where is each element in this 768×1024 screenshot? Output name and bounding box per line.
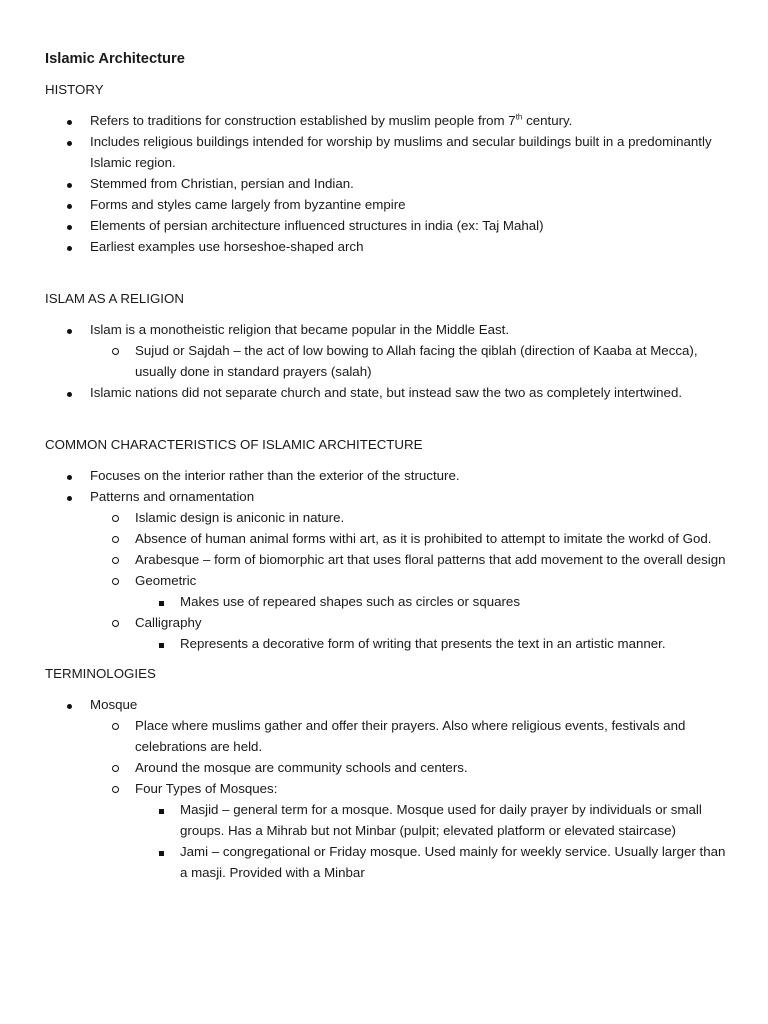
sub-list-item-text: Arabesque – form of biomorphic art that uses floral patterns that add movement to the overall design	[135, 552, 726, 567]
bullet-icon	[67, 382, 72, 403]
religion-list	[45, 319, 728, 403]
document-title: Islamic Architecture	[45, 51, 185, 67]
circle-bullet-icon	[112, 570, 119, 591]
list-item-text: Focuses on the interior rather than the exterior of the structure.	[90, 468, 460, 483]
bullet-icon	[67, 173, 72, 194]
bullet-icon	[67, 215, 72, 236]
list-item-text: Elements of persian architecture influenced structures in india (ex: Taj Mahal)	[90, 218, 544, 233]
sub-list-item-text: Four Types of Mosques:	[135, 781, 278, 796]
circle-bullet-icon	[112, 549, 119, 570]
list-item	[45, 215, 728, 236]
sub-list-item-text: Absence of human animal forms withi art, as it is prohibited to attempt to imitate the workd of God.	[135, 531, 712, 546]
sub-list-item	[90, 528, 728, 549]
circle-bullet-icon	[112, 778, 119, 799]
sub-list	[90, 715, 728, 883]
list-item	[45, 486, 728, 654]
list-item-text: Refers to traditions for construction established by muslim people from 7th century.	[90, 112, 573, 128]
history-heading: HISTORY	[45, 82, 104, 97]
bullet-icon	[67, 319, 72, 340]
square-bullet-icon	[159, 799, 164, 820]
bullet-icon	[67, 131, 72, 152]
list-item-text: Islamic nations did not separate church and state, but instead saw the two as completely intertwined.	[90, 385, 683, 400]
circle-bullet-icon	[112, 528, 119, 549]
sub-sub-list	[135, 633, 728, 654]
sub-list-item	[90, 757, 728, 778]
terminologies-list	[45, 694, 728, 883]
sub-sub-list-item	[135, 799, 728, 841]
sub-sub-list	[135, 591, 728, 612]
bullet-icon	[67, 110, 72, 131]
list-item	[45, 110, 728, 131]
list-item	[45, 382, 728, 403]
sub-list-item	[90, 507, 728, 528]
list-item-text: Includes religious buildings intended for worship by muslims and secular buildings built in a predominantly Islamic region.	[90, 134, 712, 170]
square-bullet-icon	[159, 841, 164, 862]
sub-sub-list	[135, 799, 728, 883]
circle-bullet-icon	[112, 757, 119, 778]
sub-list-item-text: Around the mosque are community schools and centers.	[135, 760, 468, 775]
sub-list-item	[90, 549, 728, 570]
list-item	[45, 319, 728, 382]
religion-heading: ISLAM AS A RELIGION	[45, 291, 184, 306]
sub-list-item	[90, 612, 728, 654]
characteristics-list	[45, 465, 728, 654]
sub-list-item	[90, 715, 728, 757]
sub-sub-list-item	[135, 633, 728, 654]
square-bullet-icon	[159, 633, 164, 654]
sub-list	[90, 340, 728, 382]
sub-sub-list-item-text: Makes use of repeared shapes such as circles or squares	[180, 594, 520, 609]
list-item-text: Stemmed from Christian, persian and Indian.	[90, 176, 354, 191]
list-item	[45, 236, 728, 257]
bullet-icon	[67, 194, 72, 215]
terminologies-heading: TERMINOLOGIES	[45, 666, 156, 681]
list-item	[45, 131, 728, 173]
square-bullet-icon	[159, 591, 164, 612]
sub-sub-list-item	[135, 591, 728, 612]
sub-list-item	[90, 778, 728, 883]
bullet-icon	[67, 486, 72, 507]
sub-list-item-text: Geometric	[135, 573, 197, 588]
sub-list-item	[90, 570, 728, 612]
sub-list	[90, 507, 728, 654]
list-item-text: Earliest examples use horseshoe-shaped arch	[90, 239, 364, 254]
bullet-icon	[67, 236, 72, 257]
list-item-text: Islam is a monotheistic religion that became popular in the Middle East.	[90, 322, 510, 337]
circle-bullet-icon	[112, 507, 119, 528]
sub-list-item-text: Sujud or Sajdah – the act of low bowing to Allah facing the qiblah (direction of Kaaba at Mecca), usually done in standard prayers (salah)	[135, 343, 698, 379]
sub-sub-list-item-text: Masjid – general term for a mosque. Mosque used for daily prayer by individuals or small groups. Has a Mihrab but not Minbar (pulpit; elevated platform or elevated staircase)	[180, 802, 702, 838]
list-item	[45, 465, 728, 486]
circle-bullet-icon	[112, 612, 119, 633]
sub-list-item	[90, 340, 728, 382]
list-item	[45, 173, 728, 194]
list-item-text: Mosque	[90, 697, 138, 712]
circle-bullet-icon	[112, 340, 119, 361]
characteristics-heading: COMMON CHARACTERISTICS OF ISLAMIC ARCHITECTURE	[45, 437, 423, 452]
list-item-text: Forms and styles came largely from byzantine empire	[90, 197, 406, 212]
list-item	[45, 694, 728, 883]
sub-sub-list-item	[135, 841, 728, 883]
list-item-text: Patterns and ornamentation	[90, 489, 255, 504]
history-list	[45, 110, 728, 257]
sub-list-item-text: Islamic design is aniconic in nature.	[135, 510, 345, 525]
list-item	[45, 194, 728, 215]
sub-list-item-text: Calligraphy	[135, 615, 202, 630]
circle-bullet-icon	[112, 715, 119, 736]
sub-sub-list-item-text: Jami – congregational or Friday mosque. Used mainly for weekly service. Usually larger than a masji. Provided with a Minbar	[180, 844, 726, 880]
sub-list-item-text: Place where muslims gather and offer their prayers. Also where religious events, festivals and celebrations are held.	[135, 718, 686, 754]
sub-sub-list-item-text: Represents a decorative form of writing that presents the text in an artistic manner.	[180, 636, 666, 651]
bullet-icon	[67, 465, 72, 486]
bullet-icon	[67, 694, 72, 715]
